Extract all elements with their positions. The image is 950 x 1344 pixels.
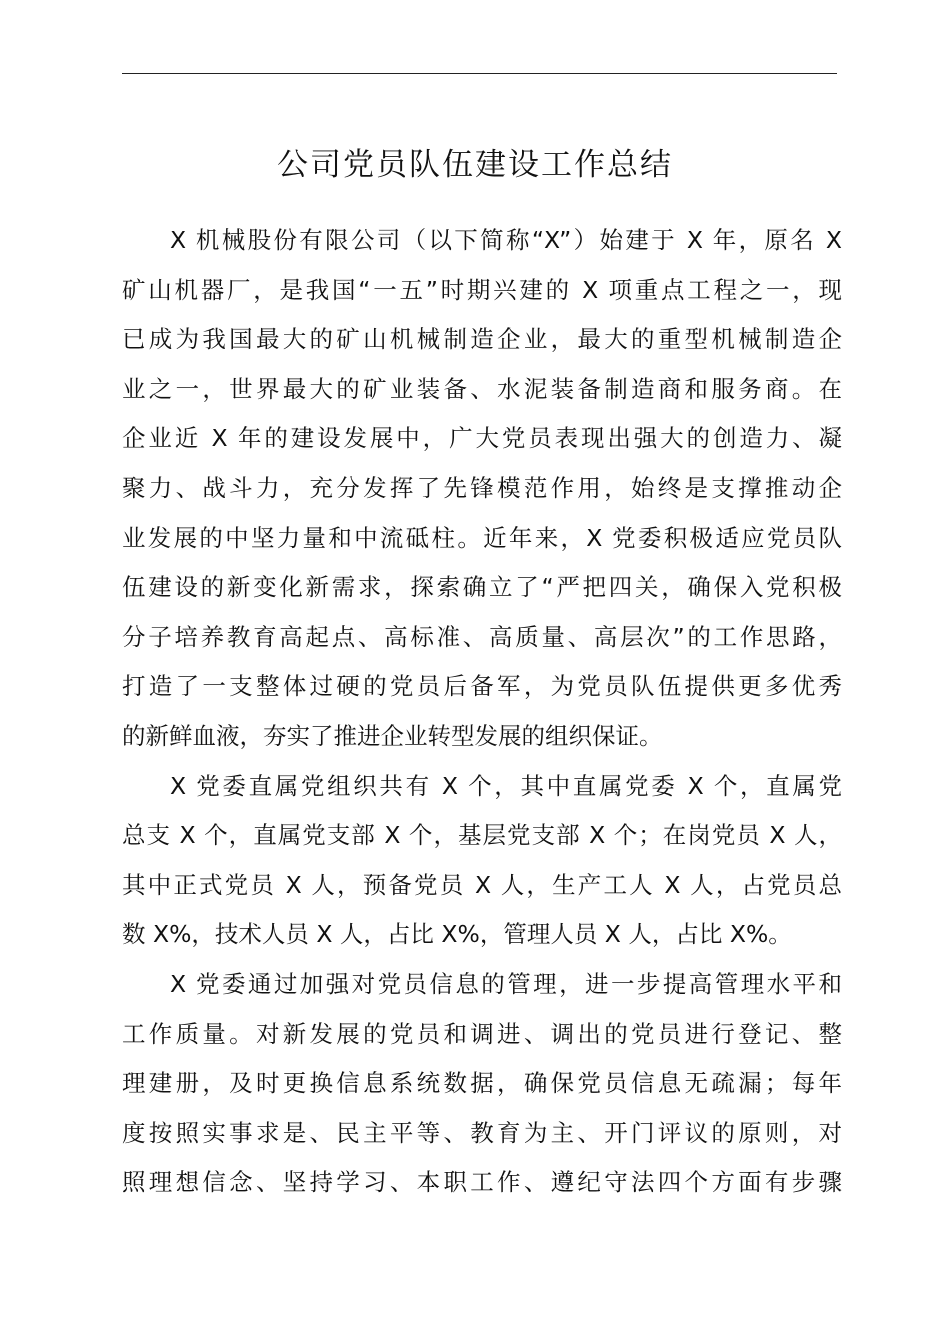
- body-line: 数 X%，技术人员 X 人，占比 X%，管理人员 X 人，占比 X%。: [122, 920, 792, 949]
- body-line: 总支 X 个，直属党支部 X 个，基层党支部 X 个；在岗党员 X 人，: [122, 821, 842, 850]
- body-line: 分子培养教育高起点、高标准、高质量、高层次”的工作思路，: [122, 622, 842, 651]
- body-line: X 党委通过加强对党员信息的管理，进一步提高管理水平和: [170, 969, 842, 998]
- body-line: 打造了一支整体过硬的党员后备军，为党员队伍提供更多优秀: [122, 672, 842, 701]
- document-title: 公司党员队伍建设工作总结: [277, 147, 673, 183]
- body-line: 聚力、战斗力，充分发挥了先锋模范作用，始终是支撑推动企: [122, 473, 842, 502]
- body-line: 度按照实事求是、民主平等、教育为主、开门评议的原则，对: [122, 1118, 842, 1147]
- body-line: 企业近 X 年的建设发展中，广大党员表现出强大的创造力、凝: [122, 424, 842, 453]
- body-line: 矿山机器厂，是我国“一五”时期兴建的 X 项重点工程之一，现: [122, 275, 842, 304]
- body-line: 照理想信念、坚持学习、本职工作、遵纪守法四个方面有步骤: [122, 1168, 842, 1197]
- body-line: 业之一，世界最大的矿业装备、水泥装备制造商和服务商。在: [122, 374, 842, 403]
- body-line: 业发展的中坚力量和中流砥柱。近年来，X 党委积极适应党员队: [122, 523, 842, 552]
- body-line: 其中正式党员 X 人，预备党员 X 人，生产工人 X 人，占党员总: [122, 870, 842, 899]
- body-line: 的新鲜血液，夯实了推进企业转型发展的组织保证。: [122, 721, 663, 750]
- body-line: 已成为我国最大的矿山机械制造企业，最大的重型机械制造企: [122, 325, 842, 354]
- header-rule: [122, 73, 837, 74]
- body-line: 理建册，及时更换信息系统数据，确保党员信息无疏漏；每年: [122, 1069, 842, 1098]
- body-line: 伍建设的新变化新需求，探索确立了“严把四关，确保入党积极: [122, 573, 842, 602]
- body-line: 工作质量。对新发展的党员和调进、调出的党员进行登记、整: [122, 1019, 842, 1048]
- body-line: X 党委直属党组织共有 X 个，其中直属党委 X 个，直属党: [170, 771, 842, 800]
- document-body: [122, 216, 842, 1208]
- body-line: X 机械股份有限公司（以下简称“X”）始建于 X 年，原名 X: [170, 226, 842, 254]
